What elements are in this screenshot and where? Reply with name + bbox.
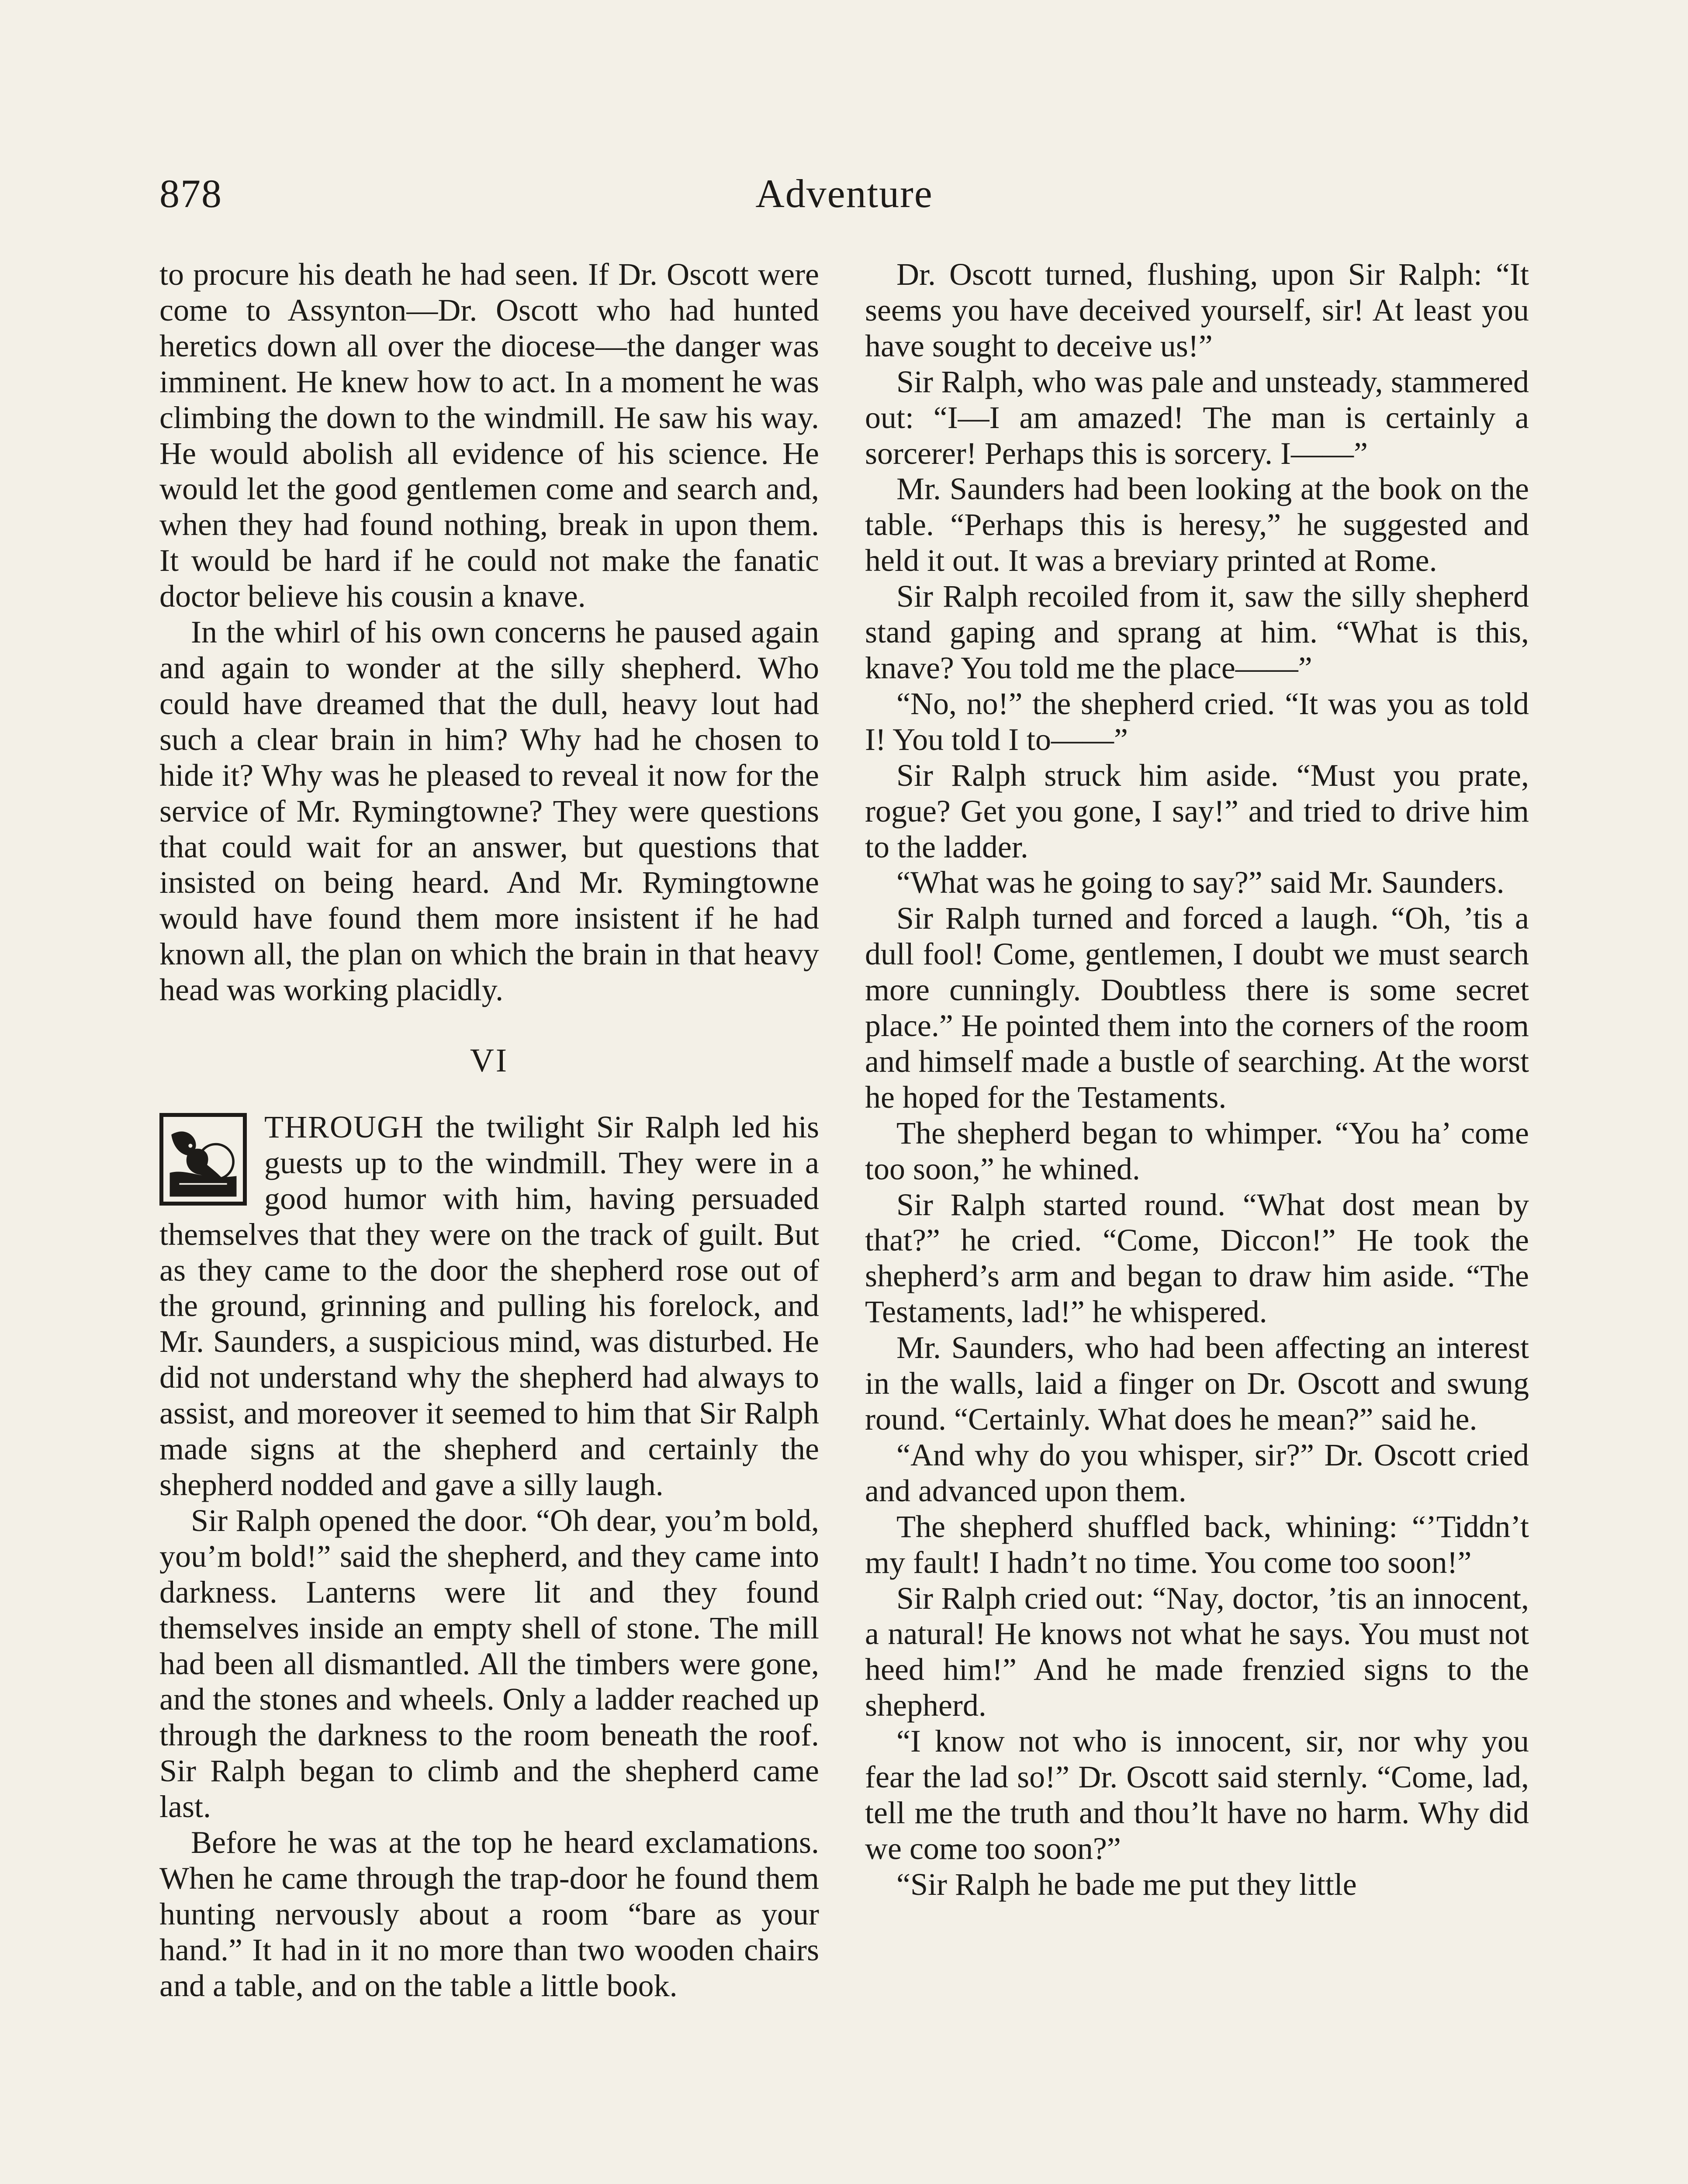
paragraph: The shepherd shuffled back, whining: “’Tiddn’t my fault! I hadn’t no time. You come too soon!”: [865, 1509, 1529, 1580]
drop-cap-word: THROUGH: [264, 1109, 424, 1144]
page-header: [159, 166, 1529, 227]
paragraph: to procure his death he had seen. If Dr. Oscott were come to Assynton—Dr. Oscott who had hunted heretics down all over the diocese—the danger was imminent. He knew how to act. In a moment he was climbing the down to the windmill. He saw his way. He would abolish all evidence of his science. He would let the good gentlemen come and search and, when they had found nothing, break in upon them. It would be hard if he could not make the fanatic doctor believe his cousin a knave.: [159, 257, 819, 614]
paragraph: Sir Ralph, who was pale and unsteady, stammered out: “I—I am amazed! The man is certainly a sorcerer! Perhaps this is sorcery. I——”: [865, 364, 1529, 471]
section-heading: VI: [470, 1042, 509, 1079]
bird-illustration-icon: [159, 1113, 247, 1206]
paragraph: “What was he going to say?” said Mr. Saunders.: [896, 865, 1505, 900]
paragraph-text: the twilight Sir Ralph led his guests up to the windmill. They were in a good humor with him, having persuaded themselves that they were on the track of guilt. But as they came to the door the shepherd rose out of the ground, grinning and pulling his forelock, and Mr. Saunders, a suspicious mind, was disturbed. He did not understand why the shepherd had always to assist, and moreover it seemed to him that Sir Ralph made signs at the shepherd and certainly the shepherd nodded and gave a silly laugh.: [159, 1109, 819, 1502]
page-number: 878: [159, 171, 222, 216]
paragraph: “No, no!” the shepherd cried. “It was you as told I! You told I to——”: [865, 686, 1529, 757]
paragraph: Sir Ralph cried out: “Nay, doctor, ’tis an innocent, a natural! He knows not what he says. You must not heed him!” And he made frenzied signs to the shepherd.: [865, 1580, 1529, 1723]
paragraph: Mr. Saunders, who had been affecting an interest in the walls, laid a finger on Dr. Oscott and swung round. “Certainly. What does he mean?” said he.: [865, 1330, 1529, 1437]
paragraph: “Sir Ralph he bade me put they little: [896, 1866, 1357, 1902]
paragraph: Before he was at the top he heard exclamations. When he came through the trap-door he found them hunting nervously about a room “bare as your hand.” It had in it no more than two wooden chairs and a table, and on the table a little book.: [159, 1825, 819, 2003]
paragraph: The shepherd began to whimper. “You ha’ come too soon,” he whined.: [865, 1115, 1529, 1186]
paragraph: Sir Ralph opened the door. “Oh dear, you’m bold, you’m bold!” said the shepherd, and they came into darkness. Lanterns were lit and they found themselves inside an empty shell of stone. The mill had been all dismantled. All the timbers were gone, and the stones and wheels. Only a ladder reached up through the darkness to the room beneath the roof. Sir Ralph began to climb and the shepherd came last.: [159, 1503, 819, 1825]
paragraph: [159, 1109, 819, 1503]
paragraph: Mr. Saunders had been looking at the book on the table. “Perhaps this is heresy,” he suggested and held it out. It was a breviary printed at Rome.: [865, 471, 1529, 578]
paragraph: Dr. Oscott turned, flushing, upon Sir Ralph: “It seems you have deceived yourself, sir! At least you have sought to deceive us!”: [865, 257, 1529, 363]
right-column: [865, 257, 1529, 1903]
paragraph: “And why do you whisper, sir?” Dr. Oscott cried and advanced upon them.: [865, 1437, 1529, 1508]
left-column: [159, 257, 819, 2004]
paragraph: Sir Ralph struck him aside. “Must you prate, rogue? Get you gone, I say!” and tried to drive him to the ladder.: [865, 757, 1529, 864]
paragraph: “I know not who is innocent, sir, nor why you fear the lad so!” Dr. Oscott said sternly. “Come, lad, tell me the truth and thou’lt have no harm. Why did we come too soon?”: [865, 1724, 1529, 1866]
paragraph: Sir Ralph turned and forced a laugh. “Oh, ’tis a dull fool! Come, gentlemen, I doubt we must search more cunningly. Doubtless there is some secret place.” He pointed them into the corners of the room and himself made a bustle of searching. At the worst he hoped for the Testaments.: [865, 901, 1529, 1115]
paragraph: In the whirl of his own concerns he paused again and again to wonder at the silly shepherd. Who could have dreamed that the dull, heavy lout had such a clear brain in him? Why had he chosen to hide it? Why was he pleased to reveal it now for the service of Mr. Rymingtowne? They were questions that could wait for an answer, but questions that insisted on being heard. And Mr. Rymingtowne would have found them more insistent if he had known all, the plan on which the brain in that heavy head was working placidly.: [159, 615, 819, 1008]
paragraph: Sir Ralph recoiled from it, saw the silly shepherd stand gaping and sprang at him. “What is this, knave? You told me the place——”: [865, 579, 1529, 685]
paragraph: Sir Ralph started round. “What dost mean by that?” he cried. “Come, Diccon!” He took the shepherd’s arm and began to draw him aside. “The Testaments, lad!” he whispered.: [865, 1187, 1529, 1330]
magazine-title: Adventure: [755, 171, 933, 216]
